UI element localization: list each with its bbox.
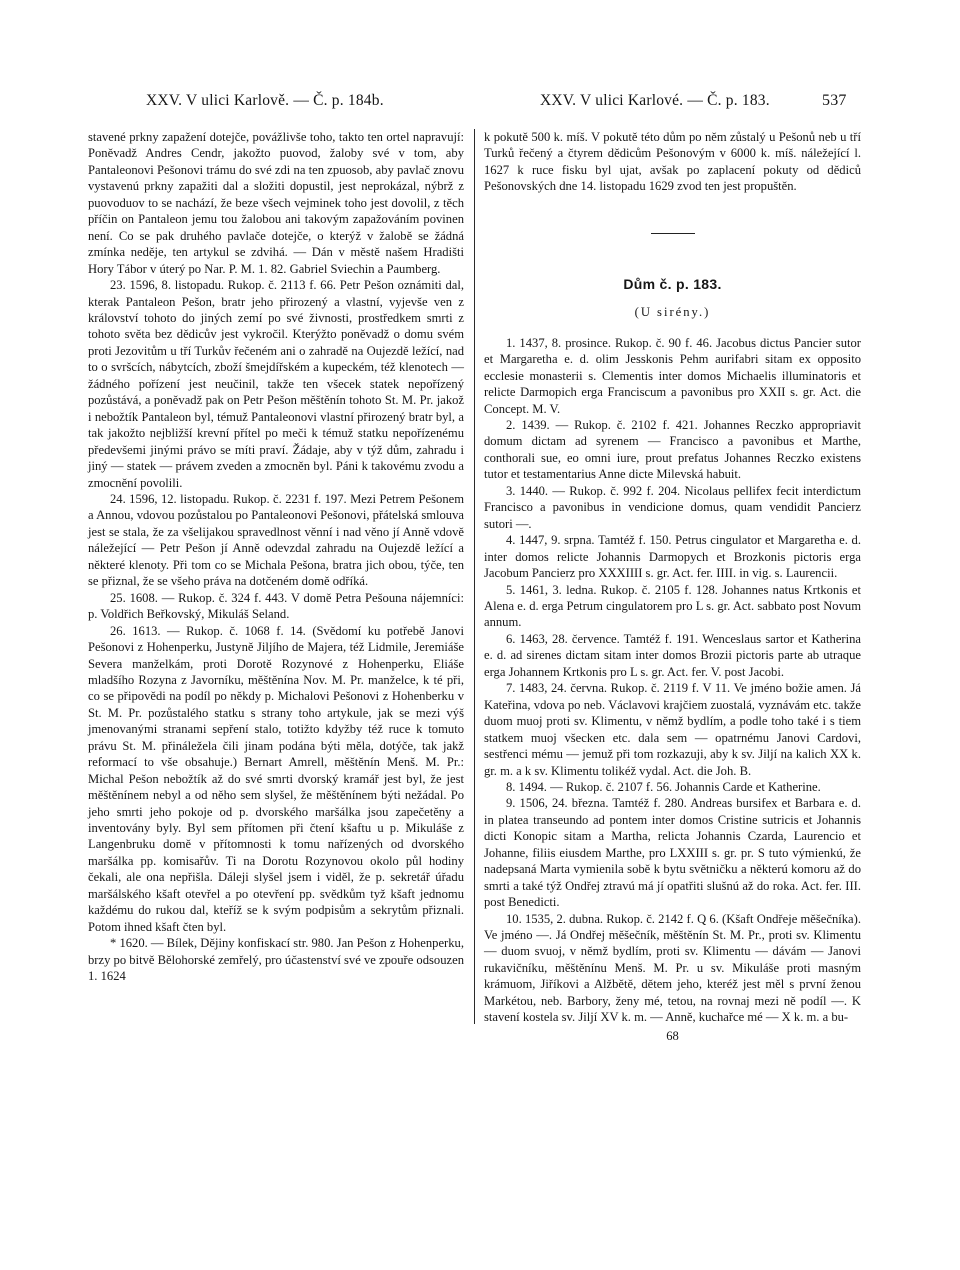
section-separator <box>651 233 695 234</box>
paragraph: 4. 1447, 9. srpna. Tamtéž f. 150. Petrus cingulator et Margaretha e. d. inter domos relicte Johannis Darmopych et Brozkonis pictoris erga Jacobum Pancierz pro XXXIIII s. gr. Act. fer. IIII. in vig. s. Laurencii. <box>484 533 861 581</box>
paragraph: 8. 1494. — Rukop. č. 2107 f. 56. Johannis Carde et Katherine. <box>506 779 821 794</box>
paragraph: 26. 1613. — Rukop. č. 1068 f. 14. (Svědomí ku potřebě Janovi Pešonovi z Hohenperku, Justyně Jiljího de Majera, též Lidmile, Jeremiáše Severa manželkám, proti Dorotě Rozynové z Hohenperku, Eliáše mladšího Rozyna z Javorníku, měštěnína Nov. M. Pr. manželce, k té při, co se připovědi na podíl po někdy p. Michalovi Pešonovi z Hohenberku v St. M. Pr. pozůstalého statku s strany toho artykule, jak se mezi výš jmenovanými stranami sepření stalo, totižto kdyžby též ruce k tomuto právu St. M. přináležela čili jinam podána býti měla, dotýče, tak jakž reformací to vše obsahuje.) Bernart Amrell, měštěnín Menš. M. Pr.: Michal Pešon nebožtík až do své smrti dvorský kramář jest byl, že jest měštěnínem nebyl a od něho sem slyšel, že měštěnínem býti nežádal. Po jeho smrti jeho pokoje od p. dvorského maršálka jsou zapečetěny a inventovány byly. Byl sem přítomen při čtení kšaftu u p. Mikuláše z Langenbruku domě v přítomnosti k tomu nařízených od dvorského maršálka pp. komisařův. Ti na Dorotu Rozynovou okolo půl hodiny čekali, ale ona nepřišla. Dáleji slyšel jsem i viděl, že p. sekretář úřadu maršálského kšaft otevřel a po otevření pp. svědkům tyž kšaft jednomu každému do rukou dal, kteříž se k svým podpisům a sekrytům přiznali. Potom ihned kšaft čten byl. <box>88 623 464 934</box>
paragraph: 24. 1596, 12. listopadu. Rukop. č. 2231 f. 197. Mezi Petrem Pešonem a Annou, vdovou pozůstalou po Pantaleonovi Pešonovi, přátelská smlouva jest se stala, že za všelijakou spravedlnost věnní i nad věno jí Anně vdově náležející — Petr Pešon jí Anně odevzdal zahradu na Oujezdě ležící a některé klenoty. Při tom co se Michala Pešona, bratra jich obou, týče, ten se přiznal, že se všeho práva na dotčeném domě odříká. <box>88 491 464 589</box>
paragraph: 6. 1463, 28. července. Tamtéž f. 191. Wenceslaus sartor et Katherina e. d. ad sirenes dictam sitam inter domos Brozii pictoris parte ab utraque erga Johannem Krtkonis pro L s. gr. Act. fer. V. post Jacobi. <box>484 631 861 679</box>
paragraph: 2. 1439. — Rukop. č. 2102 f. 421. Johannes Reczko appropriavit domum dictam ad syrenem — Francisco a pavonibus et Marthe, conthorali sue, eo omni iure, prout prefatus Johannes Reczko existens tutor et testamentarius Anne dicte Milevská habuit. <box>484 417 861 482</box>
house-subheading: (U sirény.) <box>634 305 711 320</box>
paragraph: stavené prkny zapažení dotejče, povážlivše toho, takto ten ortel napravují: Poněvadž Andres Cendr, jakožto puovod, žaloby své v tom, aby Pantaleonovi Pešonovi trámu do své zdi na ten zpuosob, aby pavlač znovu vystavenú prkny zapažiti dal a složiti dopustil, jest neprokázal, nýbrž z puovoduov to se nachází, že beze všech vejminek toho jest dovolil, z těch příčin on Pantaleon jemu tou žalobou ani takovým zapažováním povinen není. Co se pak druhého pavlače dotejče, o kterýž v žalobě se žádná zmínka neděje, ten artykul se zdvihá. — Dán v městě našem Hradišti Hory Tábor v úterý po Nar. P. M. 1. 82. Gabriel Sviechin a Paumberg. <box>88 130 464 276</box>
paragraph: 5. 1461, 3. ledna. Rukop. č. 2105 f. 128. Johannes natus Krtkonis et Alena e. d. erga Petrum cingulatorem pro L s. gr. Act. sabbato post Novum annum. <box>484 582 861 630</box>
paragraph: * 1620. — Bílek, Dějiny konfiskací str. 980. Jan Pešon z Hohenperku, brzy po bitvě Bělohorské zemřelý, pro účastenství své ve zpouře odsouzen 1. 1624 <box>88 936 464 984</box>
right-column <box>484 129 861 1044</box>
paragraph: k pokutě 500 k. míš. V pokutě této dům po něm zůstalý u Pešonů neb u tří Turků řečený a čtyrem dědicům Pešonovým v 6000 k. míš. náležející l. 1627 k ruce fisku byl ujat, avšak po zaplacení pokuty od dědiců Pešonovských dne 14. listopadu 1629 zvod ten jest propuštěn. <box>484 130 861 194</box>
paragraph: 1. 1437, 8. prosince. Rukop. č. 90 f. 46. Jacobus dictus Pancier sutor et Margaretha e. d. olim Jesskonis Pehm aurifabri sitam ex opposito ecclesie monasterii s. Clementis inter domos Michaelis illuminatoris et relicte Darmopich erga Franciscum a pavonibus pro XXII s. gr. Act. die Concept. M. V. <box>484 335 861 416</box>
paragraph: 3. 1440. — Rukop. č. 992 f. 204. Nicolaus pellifex fecit interdictum Francisco a pavonibus in vendicione domus, quam vendidit Pancierz sutori —. <box>484 483 861 531</box>
paragraph: 10. 1535, 2. dubna. Rukop. č. 2142 f. Q 6. (Kšaft Ondřeje měšečníka). Ve jméno —. Já Ondřej měšečník, měštěnín St. M. Pr., proti sv. Klimentu — duom svuoj, v němž bydlím, proti sv. Klimentu — dávám — Janovi rukavičníku, měštěnínu Menš. M. Pr. u sv. Mikuláše proti masným krámuom, Jiříkovi a Alžbětě, dětem jeho, kteréž jest měl s první ženou Markétou, neb. Barbory, ženy mé, tetou, na rovnaj mezi ně podíl —. K stavení kostela sv. Jiljí XV k. m. — Anně, kuchařce mé — X k. m. a bu- <box>484 911 861 1025</box>
running-header-left: XXV. V ulici Karlově. — Č. p. 184b. <box>146 92 384 109</box>
left-column <box>88 129 464 985</box>
paragraph: 25. 1608. — Rukop. č. 324 f. 443. V domě Petra Pešouna nájemníci: p. Voldřich Beřkovský, Mikuláš Seland. <box>88 590 464 622</box>
signature-number: 68 <box>666 1028 679 1043</box>
column-divider <box>474 129 475 1024</box>
paragraph: 7. 1483, 24. června. Rukop. č. 2119 f. V 11. Ve jméno božie amen. Já Kateřina, vdova po neb. Václavovi krajčiem zuostalá, vyznávám etc. takže duom muoj proti sv. Klimentu, v němž bydlím, a podle toho také i s tiem statkem muoj všecken etc. dala sem — opatrnému Janovi Cardovi, sestřenci mému — jemuž při tom rozkazuji, aby k sv. Jiljí na kalich XX k. gr. m. a k sv. Klimentu tolikéž vydal. Act. die Joh. B. <box>484 681 861 778</box>
house-heading: Dům č. p. 183. <box>623 275 722 292</box>
paragraph: 23. 1596, 8. listopadu. Rukop. č. 2113 f. 66. Petr Pešon oznámiti dal, kterak Pantaleon Pešon, bratr jeho přirozený a vlastní, vyjevše ven z království tohoto do jiných zemí po své živnosti, prostředkem smrti z tohoto světa bez dědicův jest vykročil. Kterýžto poněvadž o domu svém proti Jezovitům u tří Turkův řečeném ani o zahradě na Oujezdě ležící, nad to o svršcích, nábytcích, zboží šmejdířském a kupeckém, též klenotech — žádného pořízení jest neučinil, takže ten všecek statek nepořízený pozůstává, a poněvadž pak on Petr Pešon měštěnín tohoto St. M. Pr. jakož i nebožtík Pantaleon byl, témuž Pantaleonovi vlastní přirozený bratr byl, a tak jakožto nejbližší krevní přítel po meči k témuž statku nepořízenému předevšemi jinými právo se míti praví. Žádaje, aby v týž dům, zahradu i jiný — statek — právem zveden a zmocněn byl. Páni k takovému zvodu a zmocnění povolili. <box>88 278 464 490</box>
page-number: 537 <box>822 92 847 109</box>
running-header-right: XXV. V ulici Karlové. — Č. p. 183. <box>540 92 770 109</box>
paragraph: 9. 1506, 24. března. Tamtéž f. 280. Andreas bursifex et Barbara e. d. in platea transeundo ad pontem inter domos Cristine sutricis et Johannis dicti Konopic sitam a Martha, relicta Johannis Czarda, Laurencio et Johanne, filiis eiusdem Marthe, pro LXXIII s. gr. pr. S tuto výmienkú, že nadepsaná Marta vymienila sobě k bytu světničku a některú komoru až do smrti a také týž Ondřej ztravú má jí opatřiti slušnú až do roka. Act. fer. III. post Benedicti. <box>484 796 861 910</box>
